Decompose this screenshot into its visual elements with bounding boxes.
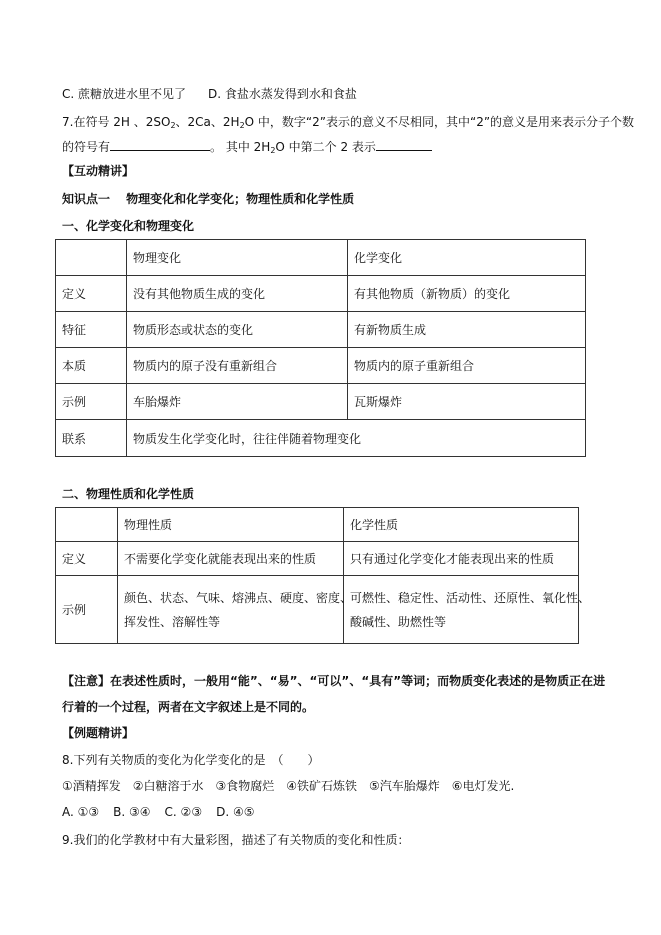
heading-changes: 一、化学变化和物理变化: [62, 219, 195, 233]
col-chemical-change: 化学变化: [348, 240, 586, 276]
q7-line1: 7.在符号 2H 、$2SO_2$、2Ca、$2H_2O$ 中，数字“2”表示的意义不尽相同，其中“2”的意义是用来表示分子个数: [62, 115, 635, 130]
table-header-row: [56, 240, 586, 276]
note-line-1: 【注意】在表述性质时，一般用“能”、“易”、“可以”、“具有”等词；而物质变化表述的是物质正在进: [62, 674, 606, 688]
note-line-2: 行着的一个过程，两者在文字叙述上是不同的。: [62, 700, 315, 714]
option-b: B. ③④: [113, 805, 151, 819]
table-row: 定义 没有其他物质生成的变化 有其他物质（新物质）的变化: [56, 276, 586, 312]
table-row: 特征 物质形态或状态的变化 有新物质生成: [56, 312, 586, 348]
answer-blank-1[interactable]: [110, 138, 210, 151]
table-row: 示例 车胎爆炸 瓦斯爆炸: [56, 384, 586, 420]
q9-stem: 9.我们的化学教材中有大量彩图，描述了有关物质的变化和性质：: [62, 833, 410, 847]
option-c: C. ②③: [164, 805, 203, 819]
table-changes: [55, 239, 586, 457]
col-chemical-property: 化学性质: [344, 508, 579, 542]
option-c: C. 蔗糖放进水里不见了: [62, 87, 187, 101]
heading-properties: 二、物理性质和化学性质: [62, 487, 195, 501]
q8-items: ①酒精挥发 ②白糖溶于水 ③食物腐烂 ④铁矿石炼铁 ⑤汽车胎爆炸 ⑥电灯发光.: [62, 779, 515, 793]
q7-line2: 的符号有 。 其中 $2H_2O$ 中第二个 2 表示: [62, 138, 432, 155]
table-row: 示例 颜色、状态、气味、熔沸点、硬度、密度、 挥发性、溶解性等 可燃性、稳定性、活动性、还原性、氧化性、 酸碱性、助燃性等: [56, 576, 579, 644]
knowledge-point-title: 知识点一 物理变化和化学变化；物理性质和化学性质: [62, 192, 355, 206]
table-properties: [55, 507, 591, 644]
option-d: D. ④⑤: [216, 805, 255, 819]
col-physical-change: 物理变化: [127, 240, 348, 276]
table-header-row: [56, 508, 579, 542]
option-a: A. ①③: [62, 805, 100, 819]
section-hudong: 【互动精讲】: [62, 164, 135, 178]
col-physical-property: 物理性质: [118, 508, 344, 542]
q8-options: [62, 804, 254, 820]
section-liti: 【例题精讲】: [62, 726, 135, 740]
answer-blank-2[interactable]: [376, 138, 432, 151]
q8-stem: 8.下列有关物质的变化为化学变化的是 （ ）: [62, 753, 320, 767]
option-d: D. 食盐水蒸发得到水和食盐: [208, 87, 357, 101]
q6-options: [62, 86, 357, 102]
table-row: 定义 不需要化学变化就能表现出来的性质 只有通过化学变化才能表现出来的性质: [56, 542, 579, 576]
table-row: 本质 物质内的原子没有重新组合 物质内的原子重新组合: [56, 348, 586, 384]
table-row-link: 联系 物质发生化学变化时，往往伴随着物理变化: [56, 420, 586, 457]
